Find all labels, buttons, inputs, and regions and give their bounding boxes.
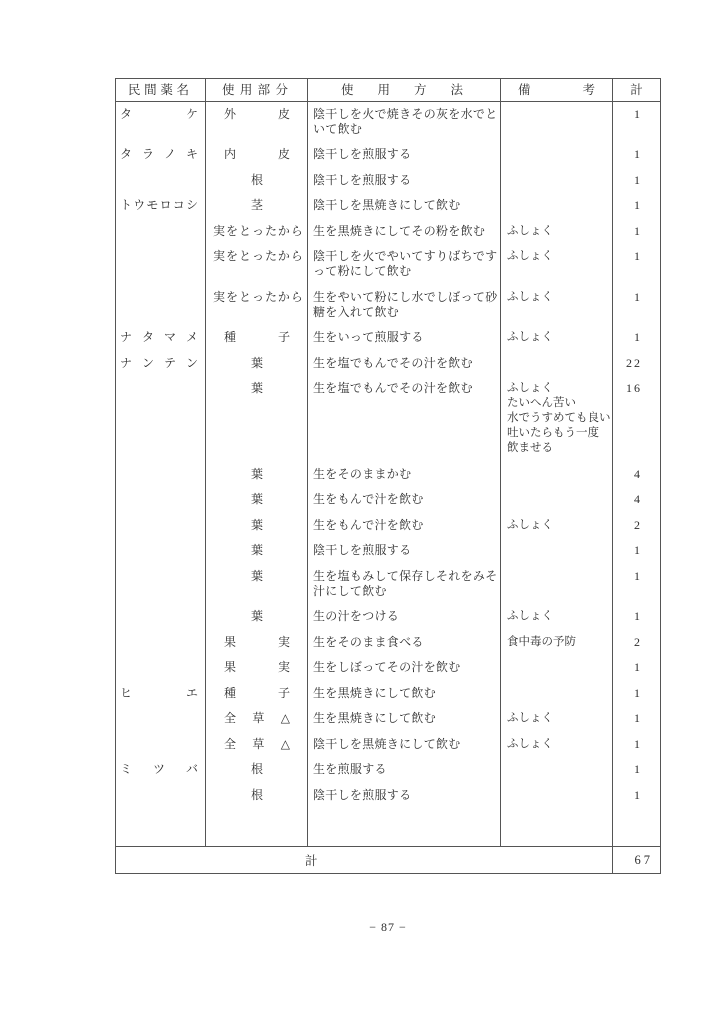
count: 1 [634,736,642,751]
glyph: と [238,249,251,263]
remark-line: ふしょく [507,290,553,303]
drug-name [116,686,206,701]
total-label: 計 [305,854,318,868]
glyph: ら [290,249,303,263]
table-row [116,605,660,631]
table-row [116,143,660,169]
glyph: 全 [224,711,237,725]
remark-line: ふしょく [507,331,553,343]
total-count: 67 [634,852,653,867]
glyph: △ [280,711,290,725]
table-row [116,513,660,539]
glyph: ノ [163,147,176,161]
glyph: ン [185,355,198,370]
glyph: 用 [239,82,253,97]
use-method: 陰干しを煎服する [313,543,412,557]
glyph: 内 [224,147,237,161]
glyph: タ [120,106,133,121]
count: 2 [634,634,642,649]
table-header [116,79,660,102]
glyph: △ [280,736,290,751]
glyph: ケ [185,106,198,121]
use-part: 葉 [250,543,263,557]
count: 1 [634,685,642,700]
count: 1 [634,198,642,212]
glyph: ラ [141,147,154,161]
remark-line: たいへん苦い [507,397,576,409]
table-body [116,102,660,846]
remarks [501,711,613,726]
glyph: タ [141,330,154,344]
glyph: か [277,289,290,304]
glyph: キ [185,147,198,161]
table-row [116,462,660,488]
glyph: 備 [518,82,531,97]
use-method: 生をいって煎服する [313,330,424,344]
count: 1 [634,609,642,623]
remark-line: ふしょく [507,737,553,750]
count: 1 [634,172,642,187]
glyph: ら [290,223,303,238]
remarks [501,609,613,624]
glyph: モ [146,198,159,212]
glyph: た [264,249,277,263]
glyph: タ [120,147,133,161]
use-method: 陰干しを煎服する [313,147,412,161]
use-part [206,107,308,122]
use-method: 陰干しを煎服する [313,172,412,187]
count: 4 [634,466,642,481]
glyph: 皮 [277,147,290,161]
use-part: 葉 [250,568,263,583]
drug-name [116,147,206,162]
glyph: 全 [224,736,237,751]
glyph: 薬 [160,82,173,97]
drug-name [116,330,206,345]
glyph: ミ [120,762,133,776]
use-method: 生をそのままかむ [313,466,412,481]
glyph: メ [185,330,198,344]
header-count: 計 [630,82,643,97]
drug-name [116,762,206,777]
glyph: 種 [224,330,237,344]
table-row [116,219,660,245]
table-row [116,102,660,143]
use-method: 生を塩でもんでその汁を飲む [313,355,473,370]
table-row [116,351,660,377]
count: 1 [634,543,642,557]
glyph: 名 [176,82,189,97]
use-method: 生の汁をつける [313,609,400,623]
use-part: 根 [250,787,263,802]
glyph: マ [163,330,176,344]
glyph: 用 [377,82,390,97]
use-method: 生をもんで汁を飲む [313,492,424,506]
column-rule [612,79,613,873]
table-row [116,783,660,809]
remedy-table [115,78,661,874]
count: 1 [634,330,642,344]
table-row [116,326,660,352]
count: 1 [634,223,642,238]
remark-line: 水でうすめても良い [507,412,611,424]
remark-line: 飲ませる [507,442,553,454]
glyph: エ [185,685,198,700]
glyph: 果 [224,660,237,674]
use-method: 生を塩でもんでその汁を飲む [313,381,473,395]
glyph: っ [251,249,264,263]
glyph: 方 [413,82,427,97]
table-row [116,707,660,733]
glyph: 使 [222,82,235,97]
use-method: 陰干しを煎服する [313,787,412,802]
glyph: を [225,223,238,238]
glyph: コ [172,198,185,212]
count: 1 [634,711,642,725]
header-use-method [308,83,501,98]
glyph: ン [141,355,154,370]
glyph: ナ [120,330,133,344]
glyph: 皮 [277,106,290,121]
use-part: 葉 [250,492,263,506]
table-row [116,656,660,682]
glyph: と [238,289,251,304]
count: 1 [634,249,642,263]
glyph: ロ [159,198,172,212]
remarks [501,224,613,239]
use-method: 生を煎服する [313,762,387,776]
use-method: 生をそのまま食べる [313,634,424,649]
remark-line: ふしょく [507,224,553,237]
use-part [206,224,308,239]
glyph: を [225,289,238,304]
use-part [206,290,308,305]
use-part: 茎 [250,198,263,212]
glyph: 果 [224,634,237,649]
glyph: 間 [144,82,157,97]
remark-line: 食中毒の予防 [507,635,576,648]
use-method: 生をもんで汁を飲む [313,517,424,532]
remark-line: ふしょく [507,610,553,622]
glyph: 使 [341,82,354,97]
glyph: 分 [275,82,288,97]
glyph: ト [120,198,133,212]
glyph: 実 [277,634,290,649]
glyph: ヒ [120,685,133,700]
column-rule [307,79,308,846]
glyph: 草 [252,736,265,751]
page-number: − 87 − [369,920,407,934]
count: 1 [634,106,642,121]
glyph: シ [185,198,198,212]
glyph: 実 [213,249,226,263]
remark-line: ふしょく [507,518,553,531]
table-row [116,285,660,326]
remark-line: 吐いたらもう一度 [507,427,599,439]
use-part: 葉 [250,466,263,481]
table-row [116,758,660,784]
glyph: ら [290,289,303,304]
use-part [206,249,308,264]
glyph: 法 [450,82,463,97]
use-part: 葉 [250,609,263,623]
table-row [116,732,660,758]
remark-line: ふしょく [507,712,553,724]
use-part: 葉 [250,381,263,395]
table-row [116,630,660,656]
count: 22 [626,355,642,370]
remark-line: ふしょく [507,250,553,262]
use-part [206,147,308,162]
use-part [206,711,308,726]
table-row [116,681,660,707]
glyph: 子 [277,685,290,700]
drug-name [116,356,206,371]
table-row [116,194,660,220]
remark-line: ふしょく [507,382,553,394]
glyph: 考 [582,82,595,97]
remarks [501,290,613,305]
remarks [501,330,613,345]
count: 1 [634,289,642,304]
count: 1 [634,568,642,583]
glyph: 部 [257,82,271,97]
use-method: 陰干しを黒焼きにして飲む [313,198,461,212]
remarks [501,635,613,650]
use-part: 葉 [250,517,263,532]
count: 1 [634,660,642,674]
glyph: 民 [128,82,141,97]
count: 1 [634,787,642,802]
remarks [501,737,613,752]
use-part [206,635,308,650]
use-method: 生を黒焼きにして飲む [313,685,437,700]
table-row [116,564,660,605]
glyph: ウ [133,198,146,212]
glyph: か [277,249,290,263]
column-rule [500,79,501,846]
use-method: 生をやいて粉にし水でしぼって砂糖を入れて飲む [313,289,498,319]
use-part [206,660,308,675]
table-row [116,488,660,514]
glyph: ナ [120,355,133,370]
header-drug-name [116,83,206,98]
glyph: と [238,223,251,238]
remarks [501,249,613,264]
drug-name [116,198,206,213]
use-method: 陰干しを黒焼きにして飲む [313,736,461,751]
glyph: た [264,289,277,304]
table-row [116,245,660,286]
glyph: ツ [152,762,165,776]
remarks [501,518,613,533]
use-method: 生を黒焼きにして飲む [313,711,437,725]
use-part [206,737,308,752]
use-part [206,686,308,701]
glyph: っ [251,289,264,304]
glyph: 実 [213,223,226,238]
header-remarks [501,83,613,98]
count: 4 [634,492,642,506]
total-row [116,846,660,873]
glyph: テ [163,355,176,370]
glyph: 種 [224,685,237,700]
use-part: 葉 [250,355,263,370]
use-part: 根 [250,172,263,187]
glyph: か [277,223,290,238]
glyph: を [225,249,238,263]
drug-name [116,107,206,122]
count: 2 [634,517,642,532]
count: 16 [626,381,642,395]
glyph: 外 [224,106,237,121]
count: 1 [634,147,642,161]
use-method: 生をしぼってその汁を飲む [313,660,461,674]
column-rule [205,79,206,846]
glyph: 子 [277,330,290,344]
use-part: 根 [250,762,263,776]
table-row [116,168,660,194]
count: 1 [634,762,642,776]
use-method: 生を黒焼きにしてその粉を飲む [313,223,486,238]
glyph: 実 [277,660,290,674]
use-method: 陰干しを火で焼きその灰を水でといて飲む [313,106,498,136]
header-use-part [206,83,308,98]
glyph: 草 [252,711,265,725]
table-row [116,539,660,565]
glyph: 実 [213,289,226,304]
glyph: っ [251,223,264,238]
glyph: バ [185,762,198,776]
use-part [206,330,308,345]
use-method: 陰干しを火でやいてすりばちですって粉にして飲む [313,249,498,278]
glyph: た [264,223,277,238]
remarks [501,381,613,456]
table-row [116,377,660,463]
use-method: 生を塩もみして保存しそれをみそ汁にして飲む [313,568,498,598]
